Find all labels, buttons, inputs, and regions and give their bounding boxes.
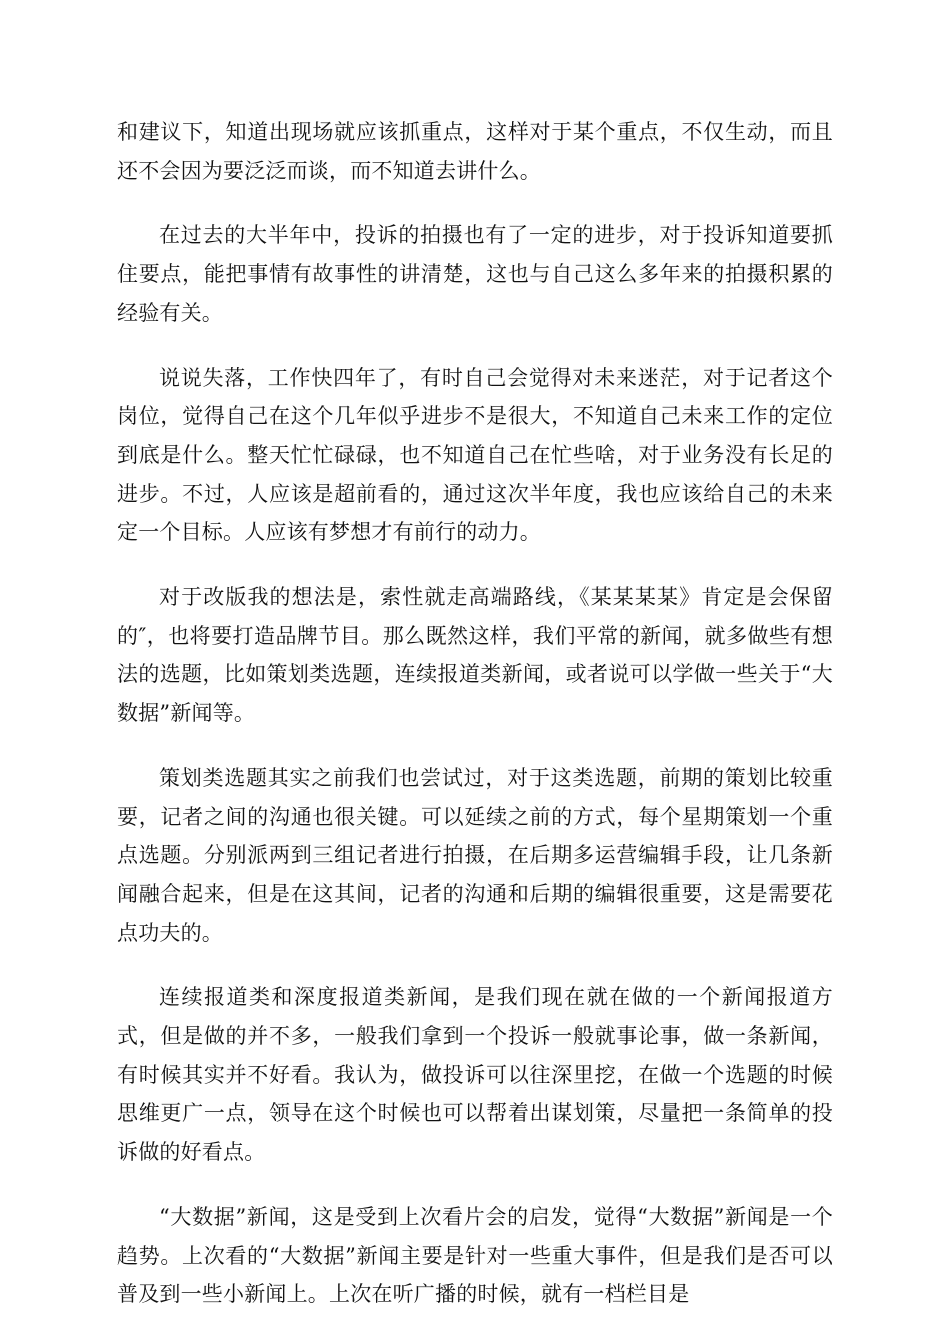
paragraph-4: 对于改版我的想法是，索性就走高端路线，《某某某某》肯定是会保留的″，也将要打造品牌节目。那么既然这样，我们平常的新闻，就多做些有想法的选题，比如策划类选题，连续报道类新闻，或者说可以学做一些关于“大数据”新闻等。 (117, 585, 833, 726)
paragraph-7: “大数据”新闻，这是受到上次看片会的启发，觉得“大数据”新闻是一个趋势。上次看的“大数据”新闻主要是针对一些重大事件，但是我们是否可以普及到一些小新闻上。上次在听广播的时候，就有一档栏目是 (117, 1204, 833, 1307)
paragraph-2: 在过去的大半年中，投诉的拍摄也有了一定的进步，对于投诉知道要抓住要点，能把事情有故事性的讲清楚，这也与自己这么多年来的拍摄积累的经验有关。 (117, 223, 833, 325)
paragraph-1: 和建议下，知道出现场就应该抓重点，这样对于某个重点，不仅生动，而且还不会因为要泛泛而谈，而不知道去讲什么。 (117, 120, 833, 183)
paragraph-3: 说说失落，工作快四年了，有时自己会觉得对未来迷茫，对于记者这个岗位，觉得自己在这个几年似乎进步不是很大，不知道自己未来工作的定位到底是什么。整天忙忙碌碌，也不知道自己在忙些啥，对于业务没有长足的进步。不过，人应该是超前看的，通过这次半年度，我也应该给自己的未来定一个目标。人应该有梦想才有前行的动力。 (117, 365, 833, 545)
paragraph-6: 连续报道类和深度报道类新闻，是我们现在就在做的一个新闻报道方式，但是做的并不多，一般我们拿到一个投诉一般就事论事，做一条新闻，有时候其实并不好看。我认为，做投诉可以往深里挖，在做一个选题的时候思维更广一点，领导在这个时候也可以帮着出谋划策，尽量把一条简单的投诉做的好看点。 (117, 985, 833, 1165)
paragraph-5: 策划类选题其实之前我们也尝试过，对于这类选题，前期的策划比较重要，记者之间的沟通也很关键。可以延续之前的方式，每个星期策划一个重点选题。分别派两到三组记者进行拍摄，在后期多运营编辑手段，让几条新闻融合起来，但是在这其间，记者的沟通和后期的编辑很重要，这是需要花点功夫的。 (117, 765, 833, 945)
